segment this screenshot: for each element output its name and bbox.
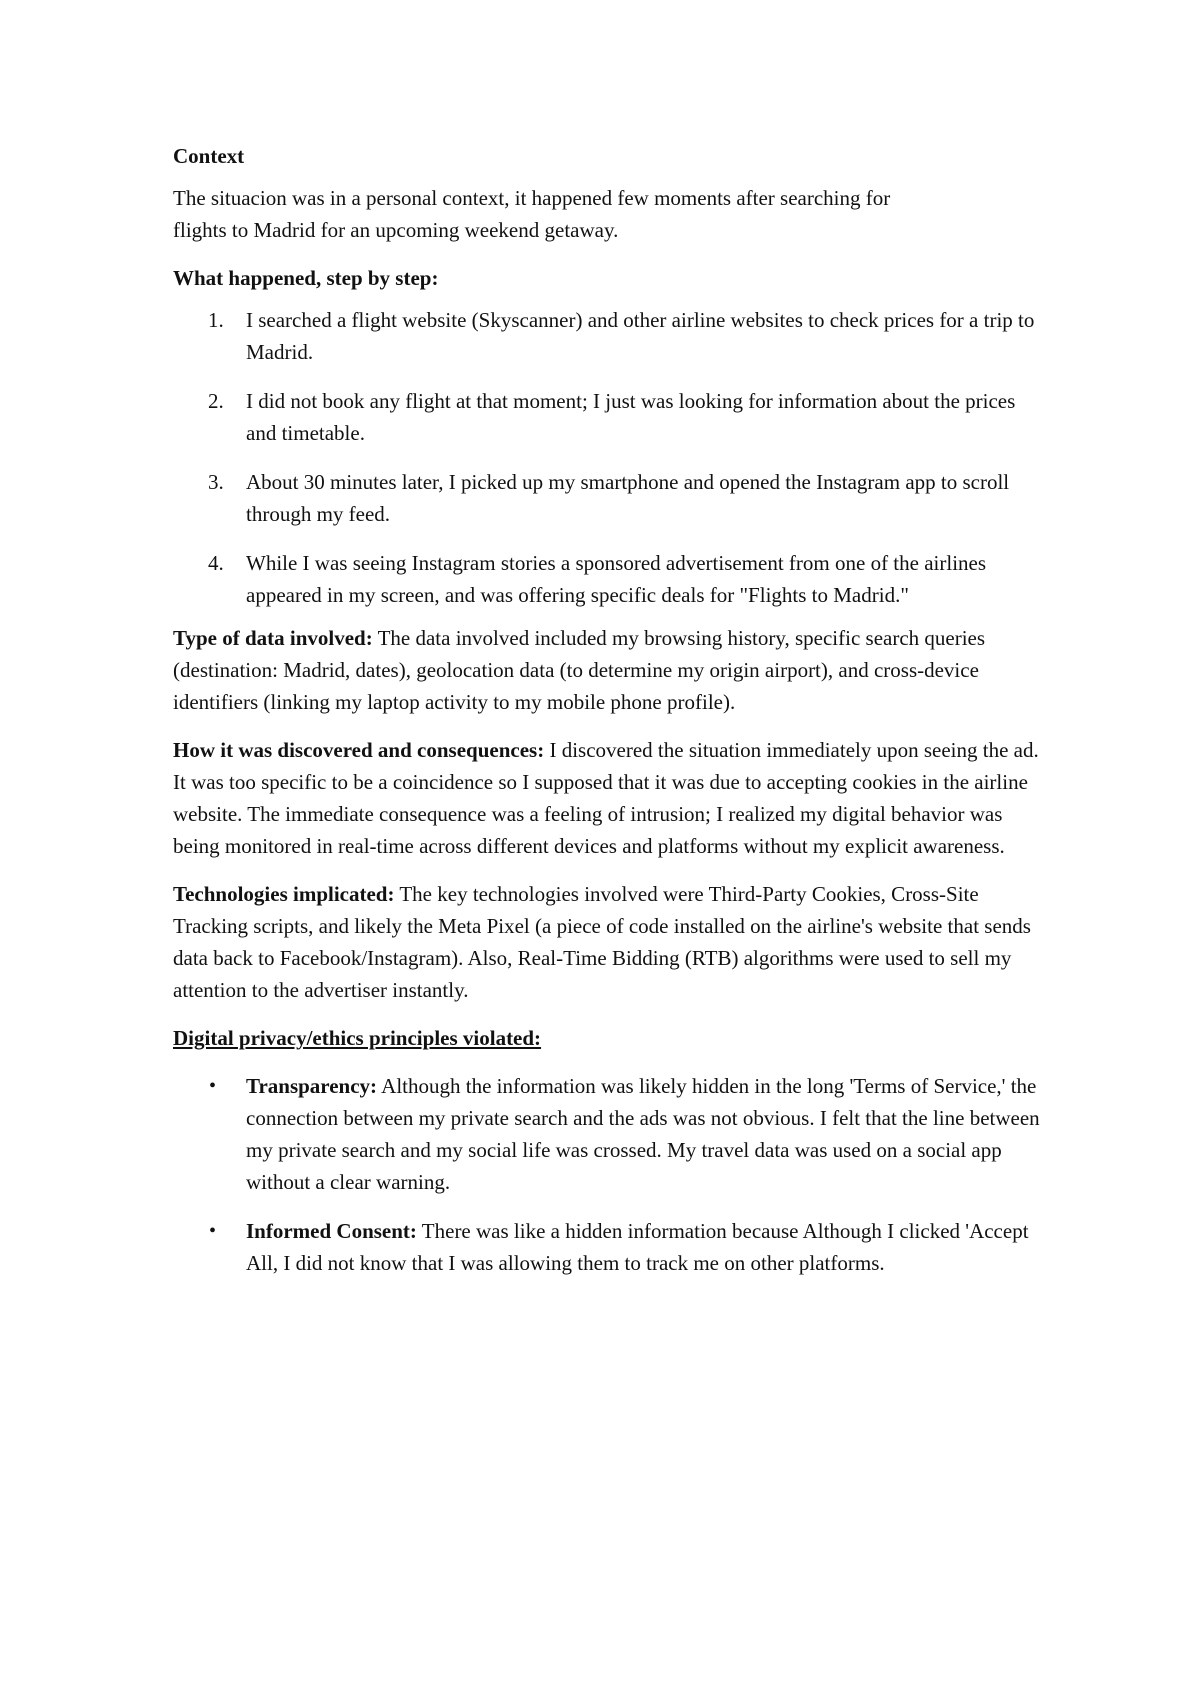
list-item-number: 4. [208,551,224,575]
discovery-text: I discovered the situation immediately upon seeing the ad. It was too specific to be a coincidence so I supposed that it was due to accepting cookies in the airline website. The immediate consequence was a feeling of intrusion; I realized my digital behavior was being monitored in real-time across different devices and platforms without my explicit awareness. [173,738,1039,858]
principles-heading: Digital privacy/ethics principles violated: [173,1026,542,1050]
data-involved-label: Type of data involved: [173,626,373,650]
technologies-paragraph [173,878,1043,1006]
principle-label: Informed Consent: [246,1219,417,1243]
bullet-icon: • [209,1075,217,1097]
document-page [173,140,1043,1296]
context-text-line2: flights to Madrid for an upcoming weekend getaway. [173,218,619,242]
context-text-line1: The situacion was in a personal context, it happened few moments after searching for [173,186,891,210]
principles-list [173,1070,1043,1279]
principle-text: There was like a hidden information because Although I clicked 'Accept All, I did not know that I was allowing them to track me on other platforms. [246,1219,1029,1275]
list-item [173,1070,1043,1198]
context-paragraph [173,182,1043,246]
list-item-number: 1. [208,308,224,332]
data-involved-text: The data involved included my browsing history, specific search queries (destination: Madrid, dates), geolocation data (to determine my origin airport), and cross-device identifiers (linking my laptop activity to my mobile phone profile). [173,626,986,714]
discovery-label: How it was discovered and consequences: [173,738,545,762]
list-item [173,304,1043,368]
principle-label: Transparency: [246,1074,378,1098]
list-item [173,385,1043,449]
context-heading: Context [173,144,245,168]
list-item-text: While I was seeing Instagram stories a sponsored advertisement from one of the airlines appeared in my screen, and was offering specific deals for "Flights to Madrid." [246,551,987,607]
list-item-number: 2. [208,389,224,413]
list-item-number: 3. [208,470,224,494]
bullet-icon: • [209,1220,217,1242]
list-item-text: About 30 minutes later, I picked up my smartphone and opened the Instagram app to scroll through my feed. [246,470,1010,526]
technologies-label: Technologies implicated: [173,882,395,906]
steps-list [173,304,1043,611]
list-item [173,466,1043,530]
list-item [173,1215,1043,1279]
data-involved-paragraph [173,622,1043,718]
technologies-text: The key technologies involved were Third-Party Cookies, Cross-Site Tracking scripts, and likely the Meta Pixel (a piece of code installed on the airline's website that sends data back to Facebook/Instagram). Also, Real-Time Bidding (RTB) algorithms were used to sell my attention to the advertiser instantly. [173,882,1031,1002]
list-item-text: I searched a flight website (Skyscanner) and other airline websites to check prices for a trip to Madrid. [246,308,1035,364]
principle-text: Although the information was likely hidden in the long 'Terms of Service,' the connection between my private search and the ads was not obvious. I felt that the line between my private search and my social life was crossed. My travel data was used on a social app without a clear warning. [246,1074,1040,1194]
list-item-text: I did not book any flight at that moment; I just was looking for information about the prices and timetable. [246,389,1016,445]
list-item [173,547,1043,611]
discovery-paragraph [173,734,1043,862]
steps-heading: What happened, step by step: [173,266,439,290]
